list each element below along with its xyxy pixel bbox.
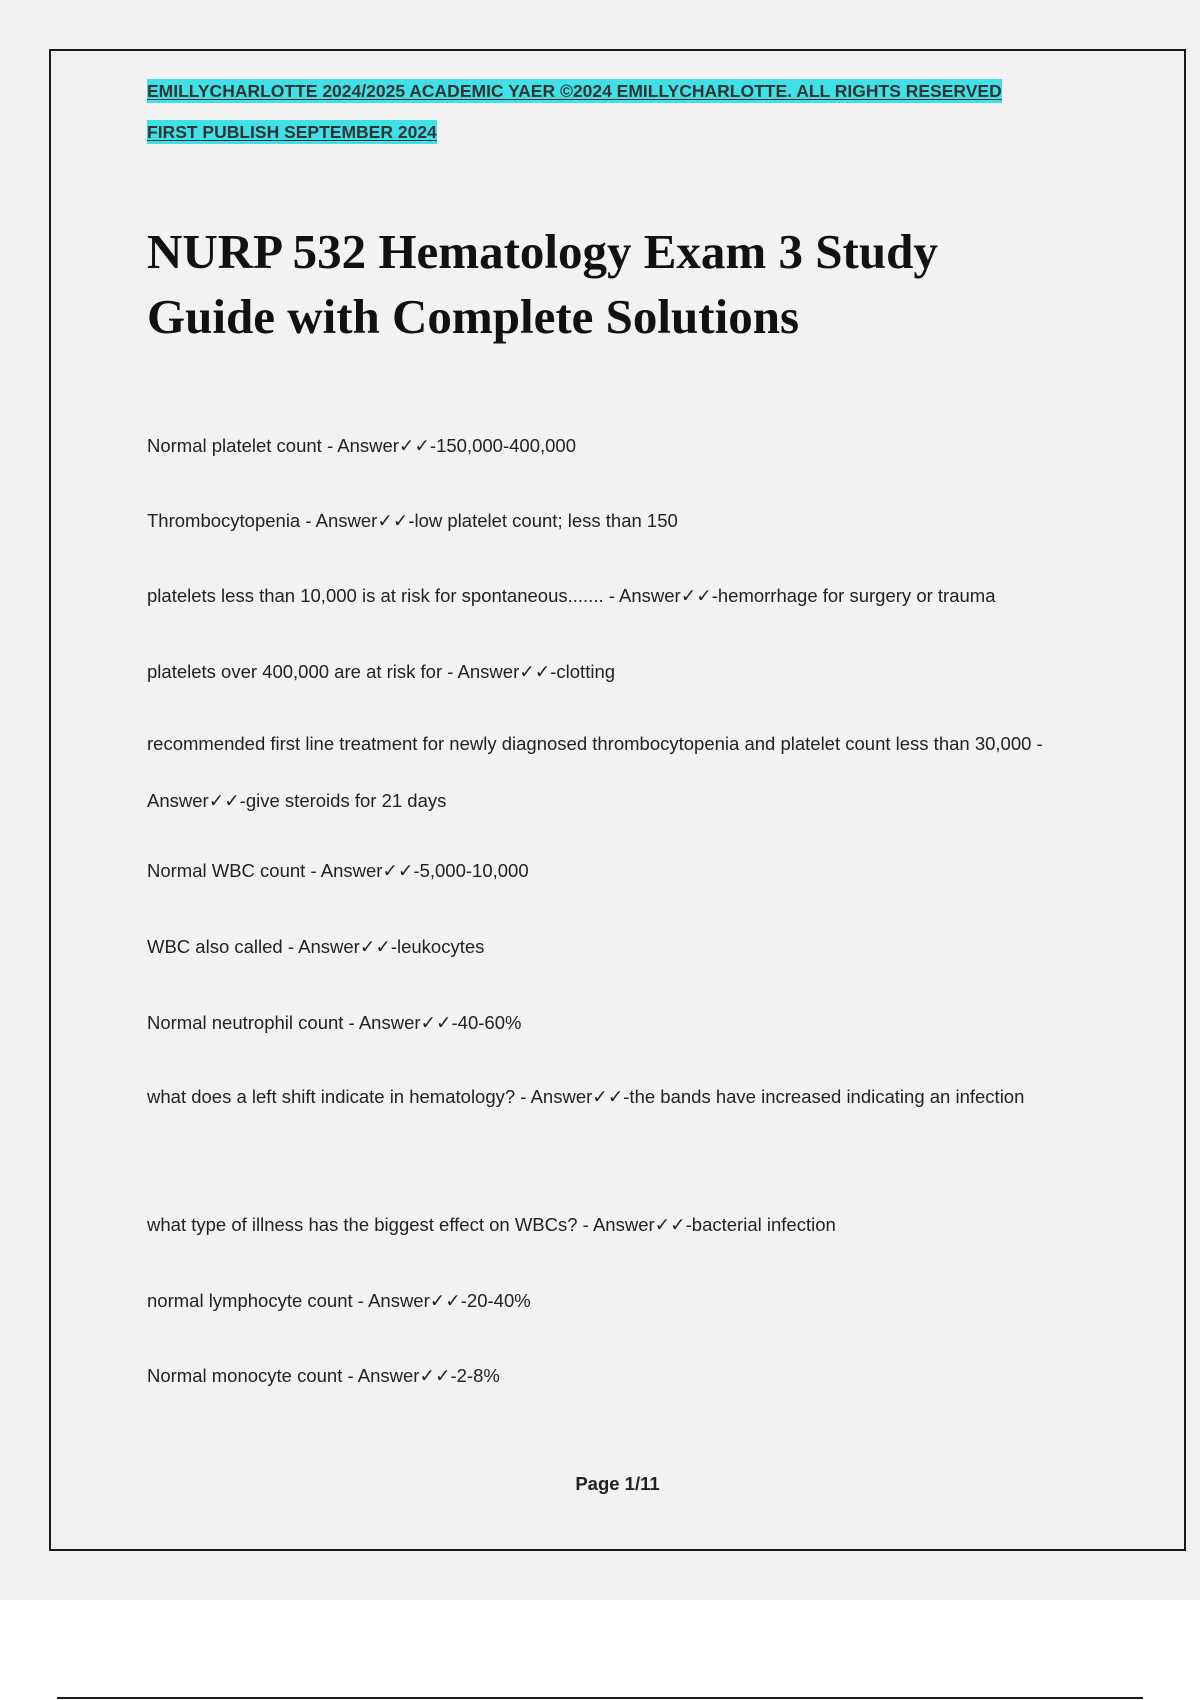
qa-item-platelets-over-400000: platelets over 400,000 are at risk for - Answer✓✓-clotting: [147, 661, 616, 682]
qa-item-first-line-treatment: recommended first line treatment for newly diagnosed thrombocytopenia and platelet count less than 30,000 - Answer✓✓-give steroids for 21 days: [147, 733, 1043, 811]
qa-item-wbc-count: Normal WBC count - Answer✓✓-5,000-10,000: [147, 860, 529, 881]
copyright-line: EMILLYCHARLOTTE 2024/2025 ACADEMIC YAER ©2024 EMILLYCHARLOTTE. ALL RIGHTS RESERVED: [147, 81, 1002, 101]
next-page-strip: [0, 1600, 1200, 1700]
next-page-border: [57, 1697, 1143, 1699]
document-page: [49, 49, 1186, 1551]
qa-item-thrombocytopenia: Thrombocytopenia - Answer✓✓-low platelet count; less than 150: [147, 510, 678, 531]
qa-item-left-shift: what does a left shift indicate in hematology? - Answer✓✓-the bands have increased indicating an infection: [147, 1086, 1025, 1107]
qa-item-platelets-under-10000: platelets less than 10,000 is at risk for spontaneous....... - Answer✓✓-hemorrhage for surgery or trauma: [147, 585, 996, 606]
qa-item-wbc-called: WBC also called - Answer✓✓-leukocytes: [147, 936, 485, 957]
publish-date-line: FIRST PUBLISH SEPTEMBER 2024: [147, 122, 437, 142]
qa-item-lymphocyte-count: normal lymphocyte count - Answer✓✓-20-40%: [147, 1290, 531, 1311]
qa-item-illness-wbc: what type of illness has the biggest effect on WBCs? - Answer✓✓-bacterial infection: [147, 1214, 836, 1235]
qa-item-neutrophil-count: Normal neutrophil count - Answer✓✓-40-60%: [147, 1012, 522, 1033]
title-line-2: Guide with Complete Solutions: [147, 289, 800, 344]
page-title: [147, 219, 1127, 349]
title-line-1: NURP 532 Hematology Exam 3 Study: [147, 224, 938, 279]
copyright-notice: [147, 71, 1107, 153]
page-number: Page 1/11: [575, 1473, 660, 1494]
qa-item-monocyte-count: Normal monocyte count - Answer✓✓-2-8%: [147, 1365, 500, 1386]
qa-item-platelet-count: Normal platelet count - Answer✓✓-150,000-400,000: [147, 435, 576, 456]
